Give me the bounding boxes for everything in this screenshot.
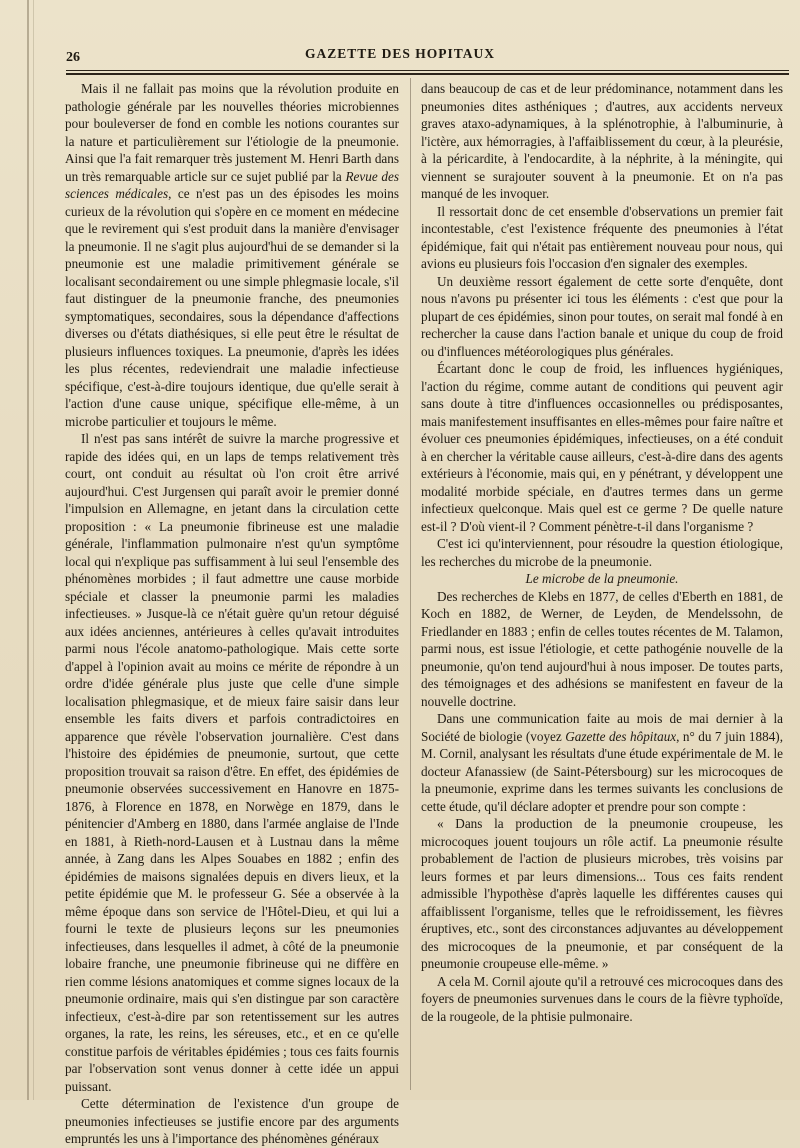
paragraph [421, 80, 783, 203]
binding-rule [27, 0, 29, 1100]
quotation [421, 815, 783, 973]
paragraph-text: Écartant donc le coup de froid, les influences hygiéniques, l'action du régime, comme autant de conditions qui peuvent agir sans doute à titre d'influences occasionnelles ou prédisposantes, mais manifestement insuffisantes en elles-mêmes pour faire naître et évoluer ces pneumonies épidémiques, infectieuses, on a été conduit à en chercher la véritable cause ailleurs, c'est-à-dire dans des agents extérieurs à l'économie, mais qui, en y pénétrant, y développent une modalité morbide spéciale, en d'autres termes dans un germe infectieux quelconque. Mais quel est ce germe ? De quelle nature est-il ? D'où vient-il ? Comment pénètre-t-il dans l'organisme ? [421, 361, 783, 534]
paragraph-text: A cela M. Cornil ajoute qu'il a retrouvé ces microcoques dans des foyers de pneumonies survenues dans le cours de la fièvre typhoïde, de la rougeole, de la phtisie pulmonaire. [421, 973, 783, 1024]
paragraph-text: Un deuxième ressort également de cette sorte d'enquête, dont nous n'avons pu présenter ici tous les éléments : c'est que pour la plupart de ces épidémies, sinon pour toutes, on serait mal fondé à en rechercher la cause dans l'action banale et unique du coup de froid ou d'influences météorologiques plus générales. [421, 273, 783, 359]
paragraph [421, 273, 783, 361]
column-divider [410, 78, 411, 1090]
section-title: Le microbe de la pneumonie. [525, 571, 679, 586]
paragraph [65, 430, 399, 1095]
paragraph-text: , ce n'est pas un des épisodes les moins curieux de la révolution qui s'opère en ce moment en médecine que le revirement qui s'est produit dans la manière d'envisager la pneumonie. Il ne s'agit plus aujourd'hui de se demander si la pneumonie est une maladie primitivement générale se localisant secondairement ou une simple phlegmasie locale, s'il faut distinguer de la pneumonie franche, des pneumonies symptomatiques, secondaires, sous la dépendance d'affections diverses ou d'états diathésiques, si elle peut être le résultat de plusieurs influences toxiques. La pneumonie, d'après les idées les plus récentes, redeviendrait une maladie infectieuse spécifique, c'est-à-dire toujours identique, due qu'elle serait à l'action d'une cause unique, spécifique elle-même, à un microbe particulier et toujours le même. [65, 186, 399, 429]
paragraph [421, 588, 783, 711]
journal-title: Gazette des hôpitaux [565, 728, 677, 744]
paragraph-text: C'est ici qu'interviennent, pour résoudre la question étiologique, les recherches du microbe de la pneumonie. [421, 536, 783, 569]
header-rule-thin [66, 70, 789, 71]
paragraph [421, 535, 783, 570]
left-column [65, 80, 399, 1148]
paragraph-text: Mais il ne fallait pas moins que la révolution produite en pathologie générale par les nouvelles théories microbiennes pour bouleverser de fond en comble les notions courantes sur la nature et particulièrement sur l'étiologie de la pneumonie. Ainsi que l'a fait remarquer très justement M. Henri Barth dans un très remarquable article sur ce sujet publié par la [65, 81, 399, 184]
paragraph-text: , n° du 7 juin 1884), M. Cornil, analysant les résultats d'une étude expérimentale de M. le docteur Afanassiew (de Saint-Pétersbourg) sur les microcoques de la pneumonie, exprime dans les termes suivants les conclusions de cette étude, qu'il déclare adopter et prendre pour son compte : [421, 728, 783, 814]
paragraph [421, 360, 783, 535]
paragraph-text: Il n'est pas sans intérêt de suivre la marche progressive et rapide des idées qui, en un laps de temps relativement très court, ont conduit au résultat où l'on croit être arrivé aujourd'hui. C'est Jurgensen qui paraît avoir le premier donné l'impulsion en Allemagne, en jetant dans la circulation cette proposition : « La pneumonie fibrineuse est une maladie générale, l'inflammation pulmonaire n'est qu'un symptôme local qui n'explique pas suffisamment à lui seul l'ensemble des phénomènes morbides ; il faut admettre une cause morbide spéciale et classer la pneumonie parmi les maladies infectieuses. » Jusque-là ce n'était guère qu'un retour déguisé aux idées anciennes, antérieures à celles qu'avait introduites parmi nous l'école anatomo-pathologique. Mais cette sorte d'appel à l'opinion avait au moins ce mérite de répondre à un ordre d'idée générale plus juste que celle d'une simple localisation phlegmasique, et de mieux faire saisir dans leur ensemble les faits divers et parfois contradictoires en apparence que révèle l'observation journalière. C'est dans l'histoire des épidémies de pneumonie, surtout, que cette proposition trouvait sa raison d'être. En effet, des épidémies de pneumonie observées successivement en Hanovre en 1875-1876, à Florence en 1878, en Norwège en 1879, dans le pénitencier d'Amberg en 1880, dans l'armée anglaise de l'Inde en 1881, à Rieth-nord-Lausen et à Lustnau dans la même année, à Zang dans les Alpes Souabes en 1882 ; enfin des épidémies de maisons signalées depuis en divers lieux, et la petite épidémie que M. le professeur G. Sée a observée à la même époque dans son service de l'Hôtel-Dieu, et qui lui a fourni le texte de plusieurs leçons sur les pneumonies infectieuses, dans lesquelles il admet, à côté de la pneumonie lobaire franche, une pneumonie fibrineuse qui ne diffère en rien comme lésions anatomiques et comme signes locaux de la pneumonie ordinaire, mais qui s'en distingue par son caractère infectieux, c'est-à-dire par son retentissement sur les autres organes, la rate, les reins, les séreuses, etc., et en ce qu'elle constitue parfois de véritables épidémies ; tous ces faits fournis par l'observation sont venus donner à cette idée un appui puissant. [65, 431, 399, 1094]
paragraph-text: Des recherches de Klebs en 1877, de celles d'Eberth en 1881, de Koch en 1882, de Werner, de Leyden, de Mendelssohn, de Friedlander en 1883 ; enfin de celles toutes récentes de M. Talamon, parmi nous, est issue l'étiologie, et cette pathogénie nouvelle de la pneumonie, qu'on tend aujourd'hui à nous imposer. De toutes parts, des témoignages et des adhésions se manifestent en faveur de la nouvelle doctrine. [421, 588, 783, 709]
paragraph [65, 1095, 399, 1148]
running-head-title: GAZETTE DES HOPITAUX [304, 46, 496, 61]
paragraph [421, 710, 783, 815]
header-rule-thick [66, 73, 789, 75]
page-number: 26 [66, 50, 80, 65]
paragraph-text: dans beaucoup de cas et de leur prédominance, notamment dans les pneumonies dites asthéniques ; d'autres, aux accidents nerveux graves ataxo-adynamiques, à la splénotrophie, à l'albuminurie, à l'ictère, aux hémorragies, à l'affaiblissement du cœur, à la pleurésie, à la péricardite, à l'endocardite, à la néphrite, à la méningite, qui viennent se surajouter souvent à la pneumonie. Et on n'a pas manqué de les invoquer. [421, 81, 783, 201]
paragraph-text: Cette détermination de l'existence d'un groupe de pneumonies infectieuses se justifie encore par des arguments empruntés les uns à l'importance des phénomènes généraux [65, 1096, 399, 1146]
paragraph-text: Dans une communication faite au mois de mai dernier à la Société de biologie (voyez [421, 711, 783, 744]
paragraph [421, 973, 783, 1026]
journal-title: Revue des sciences médicales [65, 168, 399, 201]
paragraph [65, 80, 399, 430]
right-column [421, 80, 783, 1025]
paragraph-text: « Dans la production de la pneumonie croupeuse, les microcoques jouent toujours un rôle actif. La pneumonie résulte probablement de l'action de plusieurs microbes, très voisins par leurs formes et par leurs dimensions... Tous ces faits rendent admissible l'hypothèse d'après laquelle les différentes causes qui affaiblissent l'organisme, telles que le refroidissement, les fièvres éruptives, etc., sont des circonstances adjuvantes au développement des microcoques de la pneumonie, et par conséquent de la pneumonie croupeuse elle-même. » [421, 816, 783, 971]
binding-rule-inner [33, 0, 34, 1100]
paragraph-text: Il ressortait donc de cet ensemble d'observations un premier fait incontestable, c'est l'existence fréquente des pneumonies à l'état épidémique, fait qui n'était pas entièrement nouveau pour nous, qui avions eu plusieurs fois l'occasion d'en signaler des exemples. [421, 203, 783, 271]
paragraph [421, 203, 783, 273]
